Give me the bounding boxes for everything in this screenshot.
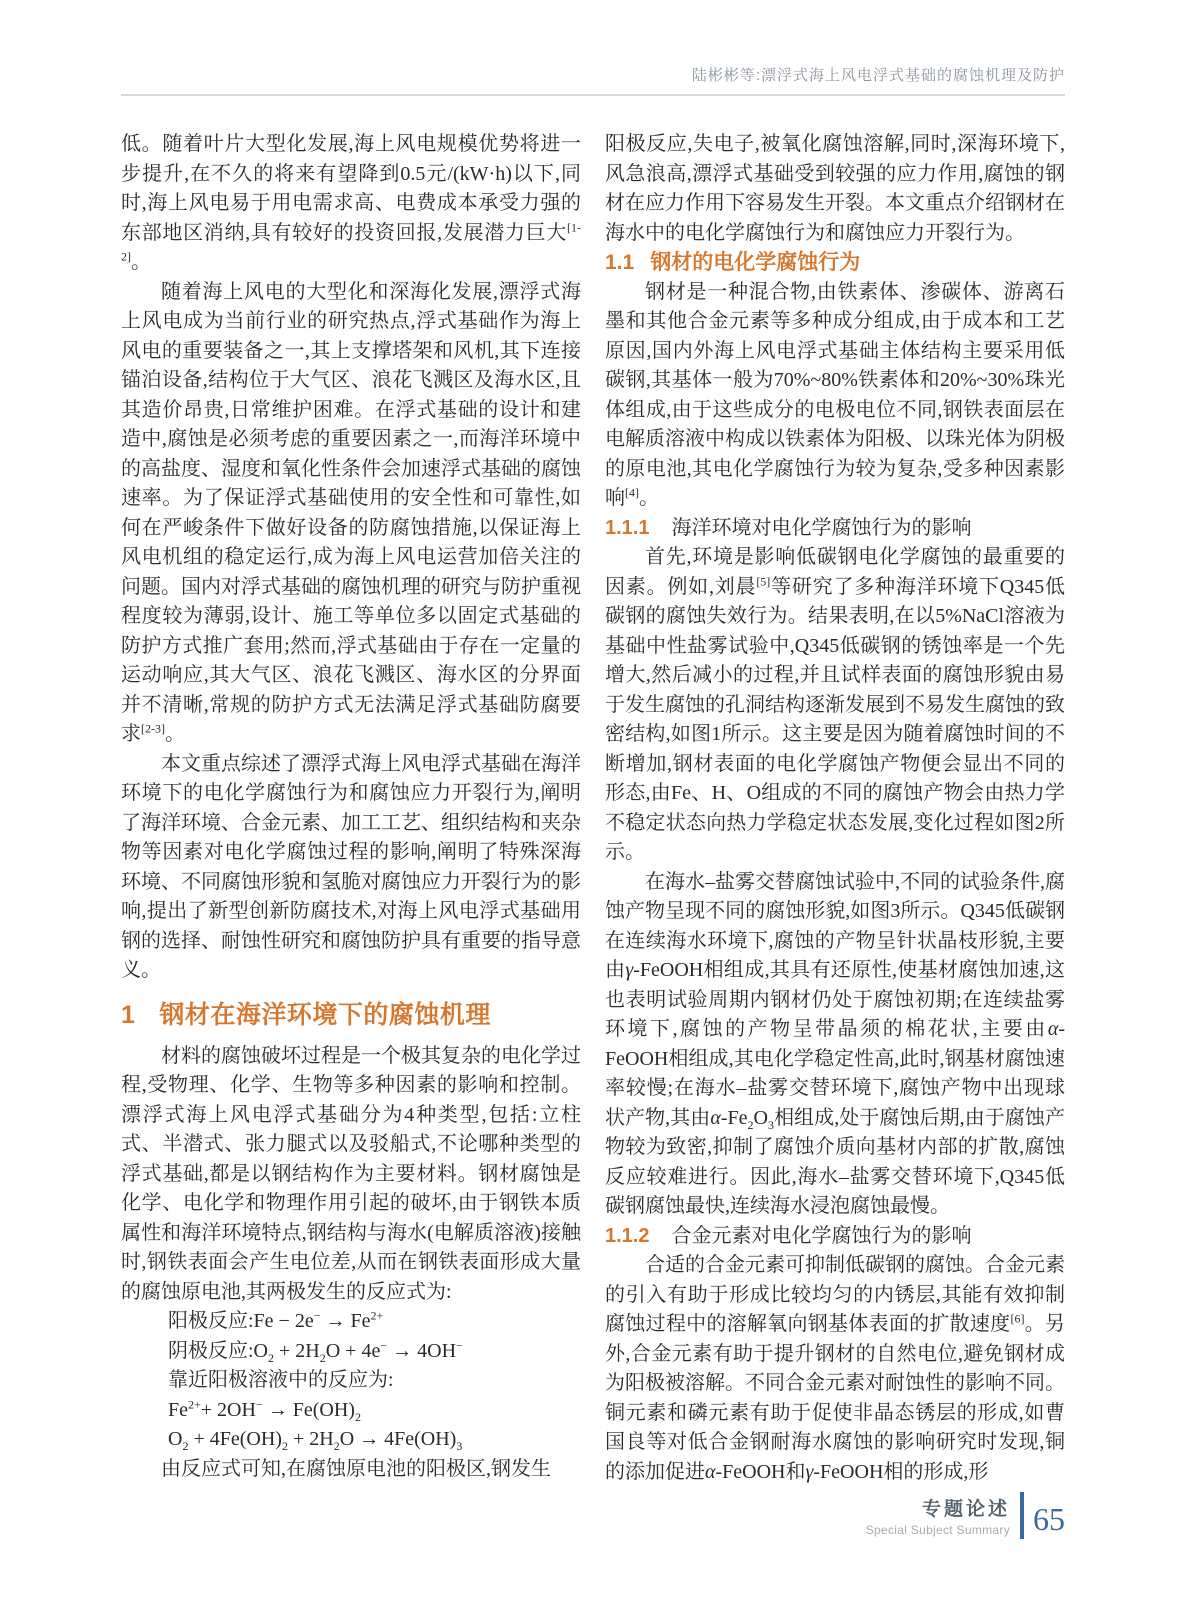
text-run: + 4Fe(OH) <box>188 1428 282 1450</box>
body-paragraph <box>605 130 1065 248</box>
superscript-reference: [5] <box>756 573 771 588</box>
text-run: α <box>1047 1018 1059 1040</box>
subsubsection-heading-title: 海洋环境对电化学腐蚀行为的影响 <box>671 516 972 539</box>
superscript-reference: 2 <box>354 1409 361 1424</box>
text-run: Fe <box>168 1398 188 1421</box>
superscript-reference: 2 <box>182 1439 189 1453</box>
superscript-reference: 2+ <box>370 1308 384 1323</box>
text-run: γ <box>625 959 634 981</box>
running-title: 陆彬彬等:漂浮式海上风电浮式基础的腐蚀机理及防护 <box>691 67 1065 84</box>
page-footer <box>866 1492 1065 1539</box>
text-run: 阴极反应:O <box>168 1339 268 1362</box>
text-run: 首先,环境是影响低碳钢电化学腐蚀的最重要的因素。例如,刘晨 <box>605 546 1065 598</box>
footer-divider-bar <box>1020 1492 1024 1539</box>
text-run: α <box>705 1460 716 1483</box>
text-run: 等研究了多种海洋环境下Q345低碳钢的腐蚀失效行为。结果表明,在以5%NaCl溶液为基础中性盐雾试验中,Q345低碳钢的锈蚀率是一个先增大,然后减小的过程,并且试样表面的腐蚀形貌由易于发生腐蚀的孔洞结构逐渐发展到不易发生腐蚀的致密结构,如图1所示。这主要是因为随着腐蚀时间的不断增加,钢材表面的电化学腐蚀产物便会显出不同的形态,由Fe、H、O组成的不同的腐蚀产物会由热力学不稳定状态向热力学稳定状态发展,变化过程如图2所示。 <box>605 575 1065 863</box>
text-run: -Fe <box>720 1106 748 1129</box>
superscript-reference: − <box>380 1337 388 1352</box>
text-run: α <box>710 1106 721 1129</box>
text-run: 钢材是一种混合物,由铁素体、渗碳体、游离石墨和其他合金元素等多种成分组成,由于成本和工艺原因,国内外海上风电浮式基础主体结构主要采用低碳钢,其基体一般为70%~80%铁素体和20%~30%珠光体组成,由于这些成分的电极电位不同,钢铁表面层在电解质溶液中构成以铁素体为阳极、以珠光体为阴极的原电池,其电化学腐蚀行为较为复杂,受多种因素影响 <box>605 280 1065 509</box>
superscript-reference: − <box>255 1396 263 1411</box>
body-paragraph <box>605 868 1065 1222</box>
superscript-reference: 2 <box>333 1439 340 1453</box>
superscript-reference: [6] <box>1010 1311 1025 1326</box>
subsection-heading <box>605 248 1065 278</box>
text-run: 阳极反应:Fe − 2e <box>168 1310 314 1332</box>
superscript-reference: 2 <box>281 1439 288 1453</box>
body-paragraph <box>605 543 1065 868</box>
text-run: -FeOOH和 <box>715 1460 806 1483</box>
text-run: O → 4Fe(OH) <box>339 1428 457 1450</box>
text-run: -FeOOH相组成,其具有还原性,使基材腐蚀加速,这也表明试验周期内钢材仍处于腐蚀初期;在连续盐雾环境下,腐蚀的产物呈带晶须的棉花状,主要由 <box>605 959 1065 1040</box>
text-run: 阳极反应,失电子,被氧化腐蚀溶解,同时,深海环境下,风急浪高,漂浮式基础受到较强的应力作用,腐蚀的钢材在应力作用下容易发生开裂。本文重点介绍钢材在海水中的电化学腐蚀行为和腐蚀应力开裂行为。 <box>605 133 1065 244</box>
section-heading-number: 1 <box>121 1000 136 1029</box>
text-run: 材料的腐蚀破坏过程是一个极其复杂的电化学过程,受物理、化学、生物等多种因素的影响和控制。漂浮式海上风电浮式基础分为4种类型,包括:立柱式、半潜式、张力腿式以及驳船式,不论哪种类型的浮式基础,都是以钢结构作为主要材料。钢材腐蚀是化学、电化学和物理作用引起的破坏,由于钢铁本质属性和海洋环境特点,钢结构与海水(电解质溶液)接触时,钢铁表面会产生电位差,从而在钢铁表面形成大量的腐蚀原电池,其两极发生的反应式为: <box>121 1044 581 1303</box>
superscript-reference: 2 <box>747 1117 754 1132</box>
subsection-heading-number: 1.1 <box>605 251 635 274</box>
header-rule <box>121 94 1065 96</box>
text-run: 随着海上风电的大型化和深海化发展,漂浮式海上风电成为当前行业的研究热点,浮式基础作为海上风电的重要装备之一,其上支撑塔架和风机,其下连接锚泊设备,结构位于大气区、浪花飞溅区及海水区,且其造价昂贵,日常维护困难。在浮式基础的设计和建造中,腐蚀是必须考虑的重要因素之一,而海洋环境中的高盐度、湿度和氧化性条件会加速浮式基础的腐蚀速率。为了保证浮式基础使用的安全性和可靠性,如何在严峻条件下做好设备的防腐蚀措施,以保证海上风电机组的稳定运行,成为海上风电运营加倍关注的问题。国内对浮式基础的腐蚀机理的研究与防护重视程度较为薄弱,设计、施工等单位多以固定式基础的防护方式推广套用;然而,浮式基础由于存在一定量的运动响应,其大气区、浪花飞溅区、海水区的分界面并不清晰,常规的防护方式无法满足浮式基础防腐要求 <box>121 280 581 745</box>
subsection-heading-title: 钢材的电化学腐蚀行为 <box>650 251 861 274</box>
text-run: 在海水–盐雾交替腐蚀试验中,不同的试验条件,腐蚀产物呈现不同的腐蚀形貌,如图3所示。Q345低碳钢在连续海水环境下,腐蚀的产物呈针状晶枝形貌,主要由 <box>605 870 1065 981</box>
section-heading-title: 钢材在海洋环境下的腐蚀机理 <box>159 1000 491 1029</box>
equation-line <box>121 1425 581 1455</box>
body-paragraph <box>121 130 581 278</box>
superscript-reference: 2 <box>268 1350 274 1365</box>
equation-line <box>121 1337 581 1367</box>
left-column <box>121 130 581 1487</box>
page-number: 65 <box>1033 1501 1065 1537</box>
superscript-reference: [2-3] <box>141 721 165 736</box>
text-run: 。 <box>165 723 185 745</box>
equation-line <box>121 1366 581 1396</box>
body-paragraph <box>605 1251 1065 1487</box>
superscript-reference: − <box>456 1337 463 1352</box>
section-heading <box>121 999 581 1032</box>
footer-section-labels <box>866 1494 1010 1537</box>
body-paragraph <box>605 278 1065 514</box>
equation-line <box>121 1307 581 1337</box>
superscript-reference: − <box>313 1308 321 1323</box>
text-run: 。另外,合金元素有助于提升钢材的自然电位,避免钢材成为阳极被溶解。不同合金元素对耐蚀性的影响不同。铜元素和磷元素有助于促使非晶态锈层的形成,如曹国良等对低合金钢耐海水腐蚀的影响研究时发现,铜的添加促进 <box>605 1313 1066 1483</box>
footer-section-label-en: Special Subject Summary <box>865 1523 1010 1537</box>
text-run: → Fe(OH) <box>262 1398 355 1421</box>
text-run: -FeOOH相的形成,形 <box>813 1460 989 1483</box>
superscript-reference: [1-2] <box>121 219 581 264</box>
text-run: 相组成,处于腐蚀后期,由于腐蚀产物较为致密,抑制了腐蚀介质向基材内部的扩散,腐蚀反应较难进行。因此,海水–盐雾交替环境下,Q345低碳钢腐蚀最快,连续海水浸泡腐蚀最慢。 <box>605 1106 1065 1217</box>
text-run: 合适的合金元素可抑制低碳钢的腐蚀。合金元素的引入有助于形成比较均匀的内锈层,其能有效抑制腐蚀过程中的溶解氧向钢基体表面的扩散速度 <box>605 1254 1065 1335</box>
subsubsection-heading <box>605 1222 1065 1252</box>
text-run: 低。随着叶片大型化发展,海上风电规模优势将进一步提升,在不久的将来有望降到0.5元/(kW·h)以下,同时,海上风电易于用电需求高、电费成本承受力强的东部地区消纳,具有较好的投资回报,发展潜力巨大 <box>121 133 581 244</box>
superscript-reference: 2+ <box>188 1396 201 1411</box>
subsubsection-heading-number: 1.1.2 <box>605 1224 650 1247</box>
text-run: -FeOOH相组成,其电化学稳定性高,此时,钢基材腐蚀速率较慢;在海水–盐雾交替环境下,腐蚀产物中出现球状产物,其由 <box>605 1018 1065 1129</box>
right-column <box>605 130 1065 1487</box>
text-run: 由反应式可知,在腐蚀原电池的阳极区,钢发生 <box>161 1457 551 1480</box>
article-body <box>121 130 1065 1487</box>
text-run: O <box>168 1428 183 1450</box>
subsubsection-heading-number: 1.1.1 <box>605 516 650 539</box>
text-run: + 2H <box>274 1339 320 1362</box>
body-paragraph <box>121 278 581 750</box>
text-run: 。 <box>131 251 151 273</box>
superscript-reference: 3 <box>768 1117 774 1132</box>
text-run: 靠近阳极溶液中的反应为: <box>168 1369 394 1391</box>
text-run: 。 <box>639 487 659 509</box>
body-paragraph <box>121 750 581 986</box>
body-paragraph <box>121 1455 581 1485</box>
text-run: + 2H <box>287 1428 334 1450</box>
text-run: + 2OH <box>200 1398 256 1421</box>
subsubsection-heading <box>605 514 1065 544</box>
body-paragraph <box>121 1042 581 1308</box>
superscript-reference: [4] <box>625 485 639 500</box>
text-run: → 4OH <box>387 1339 457 1362</box>
superscript-reference: 3 <box>456 1439 463 1453</box>
subsubsection-heading-title: 合金元素对电化学腐蚀行为的影响 <box>671 1224 972 1247</box>
text-run: → Fe <box>320 1310 371 1332</box>
text-run: 本文重点综述了漂浮式海上风电浮式基础在海洋环境下的电化学腐蚀行为和腐蚀应力开裂行为,阐明了海洋环境、合金元素、加工工艺、组织结构和夹杂物等因素对电化学腐蚀过程的影响,阐明了特殊深海环境、不同腐蚀形貌和氢脆对腐蚀应力开裂行为的影响,提出了新型创新防腐技术,对海上风电浮式基础用钢的选择、耐蚀性研究和腐蚀防护具有重要的指导意义。 <box>121 752 581 981</box>
page-header <box>121 0 1065 96</box>
equation-line <box>121 1396 581 1426</box>
text-run: O <box>753 1106 768 1129</box>
superscript-reference: 2 <box>319 1350 326 1365</box>
text-run: γ <box>805 1460 814 1483</box>
footer-section-label-cn: 专题论述 <box>921 1499 1010 1520</box>
text-run: O + 4e <box>325 1339 381 1362</box>
